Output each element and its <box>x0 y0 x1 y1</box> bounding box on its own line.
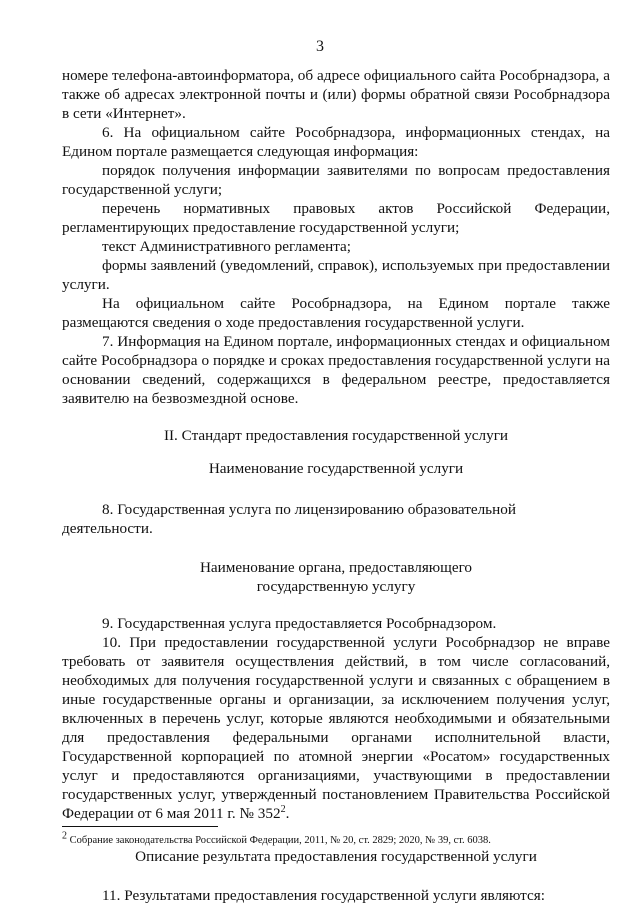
footnote-marker: 2 <box>62 830 67 842</box>
paragraph-8: 8. Государственная услуга по лицензированию образовательной деятельности. <box>62 501 516 537</box>
paragraph-9: 9. Государственная услуга предоставляется Рособрнадзором. <box>102 615 497 632</box>
document-body <box>62 66 610 905</box>
subheading-authority-line-2: государственную услугу <box>256 578 416 595</box>
footnote-text: Собрание законодательства Российской Федерации, 2011, № 20, ст. 2829; 2020, № 39, ст. 6038. <box>67 835 491 846</box>
paragraph-6-item-3: текст Административного регламента; <box>102 238 352 255</box>
footnote-divider <box>62 826 218 827</box>
section-heading: II. Стандарт предоставления государственной услуги <box>163 427 509 444</box>
paragraph-10 <box>62 633 610 823</box>
paragraph-7: 7. Информация на Едином портале, информационных стендах и официальном сайте Рособрнадзора о порядке и сроках предоставления государственной услуги на основании сведений, содержащихся в федеральном реестре, предоставляется заявителю на безвозмездной основе. <box>62 333 610 407</box>
paragraph-6-item-2: перечень нормативных правовых актов Российской Федерации, регламентирующих предоставление государственной услуги; <box>62 200 610 236</box>
paragraph-continuation: номере телефона-автоинформатора, об адресе официального сайта Рособрнадзора, а также об адресах электронной почты и (или) формы обратной связи Рособрнадзора в сети «Интернет». <box>62 67 610 122</box>
paragraph-11: 11. Результатами предоставления государственной услуги являются: <box>102 887 545 904</box>
paragraph-6-item-1: порядок получения информации заявителями по вопросам предоставления государственной услуги; <box>62 162 610 198</box>
footnote <box>62 830 610 847</box>
paragraph-10-text: 10. При предоставлении государственной услуги Рособрнадзор не вправе требовать от заявителя осуществления действий, в том числе согласований, необходимых для получения государственной услуги и связанных с обращением в иные государственные органы и организации, за исключением получения услуг, включенных в перечень услуг, которые являются необходимыми и обязательными для предоставления федеральными органами исполнительной власти, Государственной корпорацией по атомной энергии «Росатом» государственных услуг и предоставляются организациями, участвующими в предоставлении государственных услуг, утвержденный постановлением Правительства Российской Федерации от 6 мая 2011 г. № 352 <box>62 634 610 822</box>
subheading-result: Описание результата предоставления государственной услуги <box>135 848 537 865</box>
page-number: 3 <box>316 38 324 55</box>
paragraph-10-end: . <box>285 805 290 822</box>
subheading-service-name: Наименование государственной услуги <box>208 460 464 477</box>
footnote-reference[interactable]: 2 <box>280 803 286 815</box>
subheading-authority-line-1: Наименование органа, предоставляющего <box>199 559 473 576</box>
paragraph-6-item-5: На официальном сайте Рособрнадзора, на Едином портале также размещаются сведения о ходе предоставления государственной услуги. <box>62 295 610 331</box>
paragraph-6-item-4: формы заявлений (уведомлений, справок), используемых при предоставлении услуги. <box>62 257 610 293</box>
paragraph-6: 6. На официальном сайте Рособрнадзора, информационных стендах, на Едином портале размещается следующая информация: <box>62 124 610 160</box>
subheading-authority <box>62 558 610 596</box>
